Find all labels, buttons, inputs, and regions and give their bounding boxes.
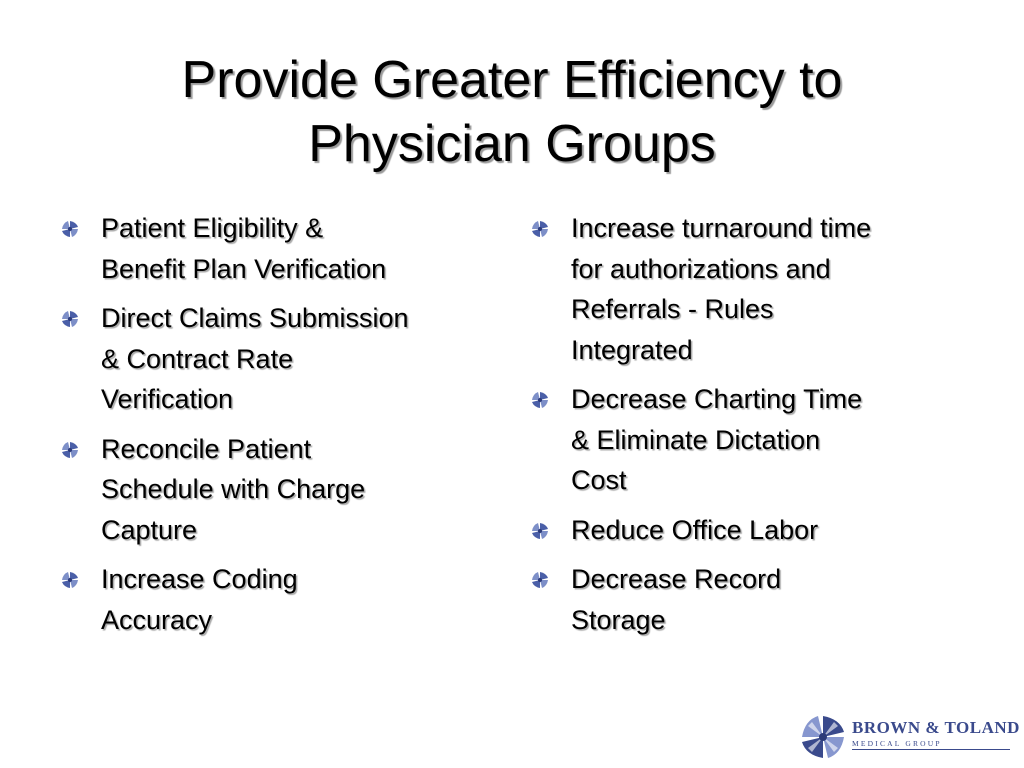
bullet-item-reconcile	[58, 429, 498, 551]
bullet-text-line: Benefit Plan Verification	[101, 253, 387, 284]
bullet-text-line: & Contract Rate	[101, 343, 294, 374]
bullet-text-line: Reduce Office Labor	[571, 514, 819, 545]
bullet-text-line: Accuracy	[101, 604, 213, 635]
bullet-item-eligibility	[58, 208, 498, 289]
logo-subtitle: MEDICAL GROUP	[852, 739, 942, 748]
bullet-text-line: Increase turnaround time	[571, 213, 872, 243]
bullet-text-line: Direct Claims Submission	[101, 303, 409, 333]
bullet-text-line: Decrease Charting Time	[571, 384, 863, 414]
swirl-bullet-icon	[531, 571, 549, 589]
swirl-bullet-icon	[61, 310, 79, 328]
bullet-item-storage	[528, 559, 960, 640]
swirl-bullet-icon	[531, 522, 549, 540]
bullet-text-line: Increase Coding	[101, 564, 298, 594]
bullet-item-turnaround	[528, 208, 960, 370]
bullet-item-charting	[528, 379, 960, 501]
bullet-item-claims	[58, 298, 498, 420]
slide-title-line-1: Provide Greater Efficiency to	[181, 51, 843, 109]
bullet-text-line: Referrals - Rules	[571, 294, 774, 324]
swirl-bullet-icon	[531, 391, 549, 409]
swirl-bullet-icon	[531, 220, 549, 238]
bullet-text-line: Cost	[571, 465, 627, 495]
bullet-text-line: Storage	[571, 604, 666, 635]
right-bullet-list	[528, 208, 960, 649]
brown-toland-logo	[800, 714, 1020, 760]
bullet-text-line: Integrated	[571, 334, 693, 365]
slide-title-line-2: Physician Groups	[308, 115, 716, 173]
bullet-text-line: & Eliminate Dictation	[571, 424, 821, 455]
brown-toland-swirl-logo-icon	[800, 714, 846, 760]
slide-title	[40, 48, 984, 176]
bullet-text-line: Verification	[101, 384, 234, 414]
bullet-item-labor	[528, 510, 960, 551]
bullet-text-line: Schedule with Charge	[101, 474, 366, 504]
bullet-text-line: for authorizations and	[571, 253, 831, 284]
bullet-text-line: Reconcile Patient	[101, 433, 312, 464]
logo-company-name: BROWN & TOLAND	[852, 718, 1020, 737]
bullet-item-coding	[58, 559, 498, 640]
logo-divider	[852, 749, 1010, 750]
bullet-text-line: Decrease Record	[571, 564, 782, 594]
swirl-bullet-icon	[61, 220, 79, 238]
left-bullet-list	[58, 208, 498, 649]
bullet-text-line: Capture	[101, 514, 198, 545]
swirl-bullet-icon	[61, 571, 79, 589]
swirl-bullet-icon	[61, 441, 79, 459]
bullet-text-line: Patient Eligibility &	[101, 213, 324, 243]
